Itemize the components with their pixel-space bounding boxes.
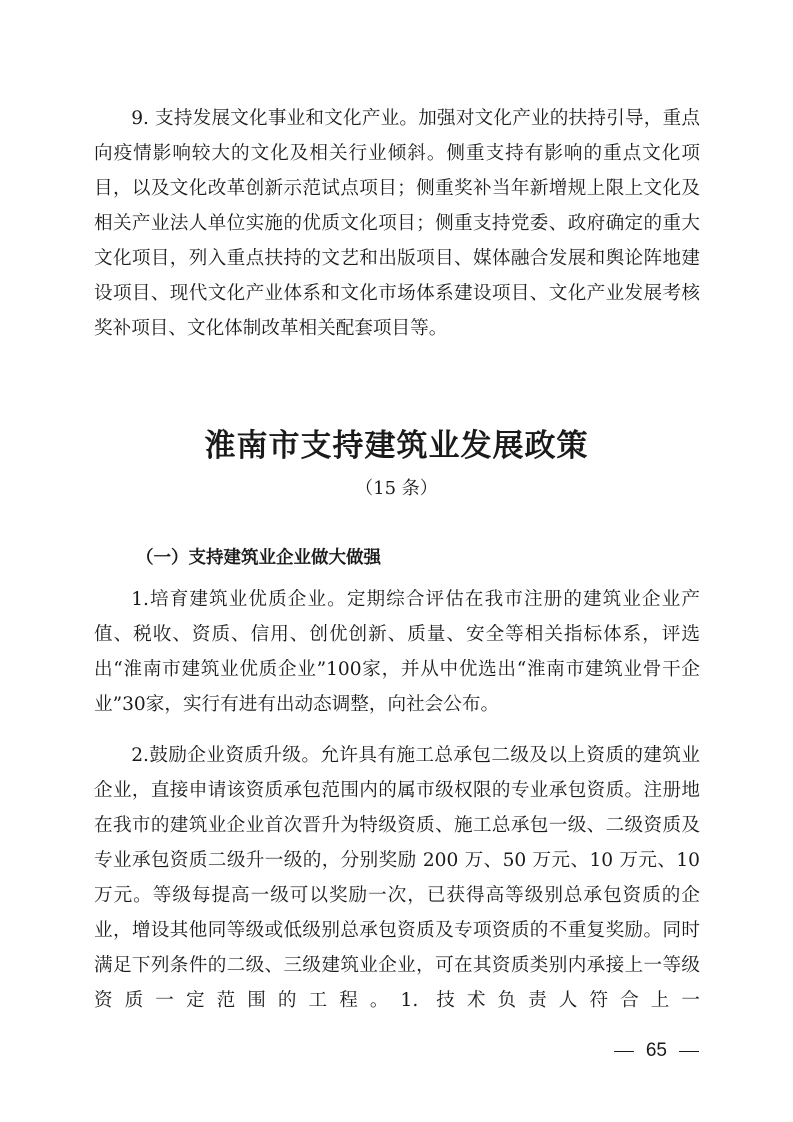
section-heading: （一）支持建筑业企业做大做强 [136, 548, 381, 568]
page-number-value: 65 [645, 1040, 667, 1061]
dash-left-decoration [614, 1051, 634, 1052]
dash-right-decoration [679, 1051, 699, 1052]
page-number [614, 1040, 699, 1062]
paragraph-item-1: 1.培育建筑业优质企业。定期综合评估在我市注册的建筑业企业产值、税收、资质、信用、创优创新、质量、安全等相关指标体系，评选出“淮南市建筑业优质企业”100家，并从中优选出“淮南市建筑业骨干企业”30家，实行有进有出动态调整，向社会公布。 [94, 589, 700, 715]
paragraph-item-9: 9. 支持发展文化事业和文化产业。加强对文化产业的扶持引导，重点向疫情影响较大的文化及相关行业倾斜。侧重支持有影响的重点文化项目，以及文化改革创新示范试点项目；侧重奖补当年新增规上限上文化及相关产业法人单位实施的优质文化项目；侧重支持党委、政府确定的重大文化项目，列入重点扶持的文艺和出版项目、媒体融合发展和舆论阵地建设项目、现代文化产业体系和文化市场体系建设项目、文化产业发展考核奖补项目、文化体制改革相关配套项目等。 [94, 108, 700, 339]
policy-subtitle: （15 条） [355, 478, 438, 499]
policy-title: 淮南市支持建筑业发展政策 [204, 428, 589, 464]
paragraph-item-2: 2.鼓励企业资质升级。允许具有施工总承包二级及以上资质的建筑业企业，直接申请该资质承包范围内的属市级权限的专业承包资质。注册地在我市的建筑业企业首次晋升为特级资质、施工总承包一级、二级资质及专业承包资质二级升一级的，分别奖励 200 万、50 万元、10 万元、10 万元。等级每提高一级可以奖励一次，已获得高等级别总承包资质的企业，增设其他同等级或低级别总承包资质及专项资质的不重复奖励。同时满足下列条件的二级、三级建筑业企业，可在其资质类别内承接上一等级资质一定范围的工程。1. 技术负责人符合上一 [94, 745, 700, 1011]
